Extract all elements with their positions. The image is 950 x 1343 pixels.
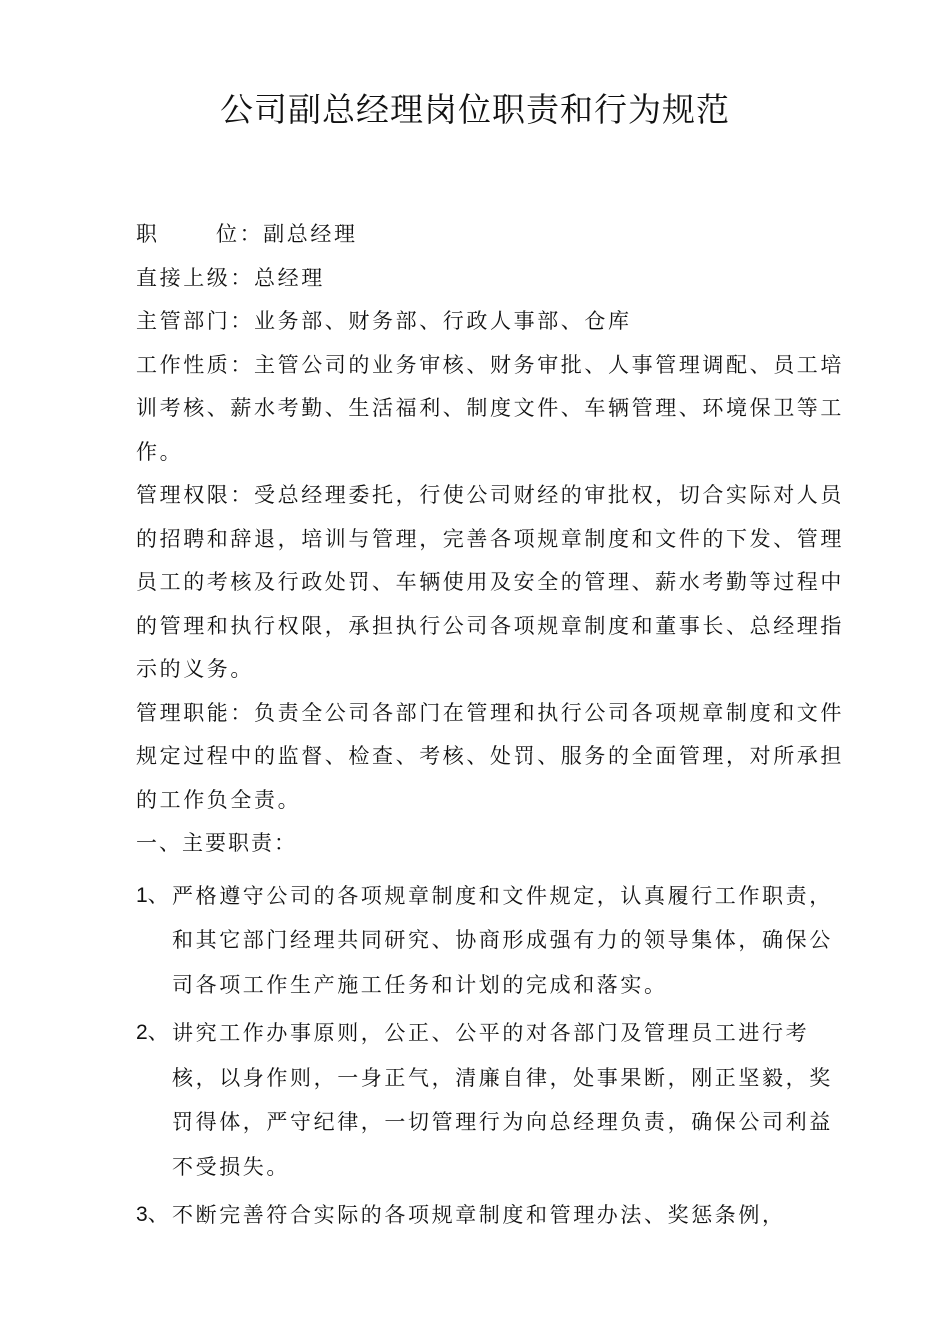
- field-work-nature-value: 主管公司的业务审核、财务审批、人事管理调配、员工培训考核、薪水考勤、生活福利、制度文件、车辆管理、环境保卫等工作。: [136, 352, 844, 464]
- duty-text: 讲究工作办事原则，公正、公平的对各部门及管理员工进行考核，以身作则，一身正气，清廉自律，处事果断，刚正坚毅，奖罚得体，严守纪律，一切管理行为向总经理负责，确保公司利益不受损失。: [172, 1021, 833, 1179]
- document-title: 公司副总经理岗位职责和行为规范: [220, 90, 730, 129]
- field-supervisor: [136, 257, 848, 301]
- field-authority: [136, 474, 848, 692]
- field-position: [136, 213, 848, 257]
- field-functions-label: 管理职能：: [136, 700, 254, 725]
- field-authority-value: 受总经理委托，行使公司财经的审批权，切合实际对人员的招聘和辞退，培训与管理，完善各项规章制度和文件的下发、管理员工的考核及行政处罚、车辆使用及安全的管理、薪水考勤等过程中的管理和执行权限，承担执行公司各项规章制度和董事长、总经理指示的义务。: [136, 483, 844, 681]
- field-functions: [136, 692, 848, 823]
- duty-text: 不断完善符合实际的各项规章制度和管理办法、奖惩条例，: [172, 1203, 786, 1227]
- duty-text: 严格遵守公司的各项规章制度和文件规定，认真履行工作职责，和其它部门经理共同研究、协商形成强有力的领导集体，确保公司各项工作生产施工任务和计划的完成和落实。: [172, 883, 833, 997]
- duty-item: [136, 874, 848, 1008]
- field-work-nature-label: 工作性质：: [136, 352, 254, 377]
- field-supervisor-label: 直接上级：: [136, 265, 254, 290]
- document-body: [136, 213, 848, 1242]
- field-position-label-part2: 位：: [216, 222, 264, 246]
- field-functions-value: 负责全公司各部门在管理和执行公司各项规章制度和文件规定过程中的监督、检查、考核、处罚、服务的全面管理，对所承担的工作负全责。: [136, 700, 844, 812]
- field-position-label-part1: 职: [136, 222, 157, 246]
- field-supervisor-value: 总经理: [254, 265, 325, 290]
- field-departments-label: 主管部门：: [136, 309, 254, 333]
- duties-list: [136, 874, 848, 1238]
- field-departments: [136, 300, 848, 344]
- duty-number: 3、: [136, 1203, 169, 1226]
- section-heading-main-duties: 一、主要职责：: [136, 831, 297, 855]
- duty-number: 1、: [136, 883, 169, 907]
- duty-number: 2、: [136, 1021, 169, 1044]
- field-position-label: [136, 213, 263, 257]
- duty-item: [136, 1011, 848, 1189]
- field-position-value: 副总经理: [263, 222, 358, 246]
- field-authority-label: 管理权限：: [136, 483, 254, 507]
- field-departments-value: 业务部、财务部、行政人事部、仓库: [254, 309, 632, 333]
- duty-item: [136, 1193, 848, 1238]
- field-work-nature: [136, 344, 848, 475]
